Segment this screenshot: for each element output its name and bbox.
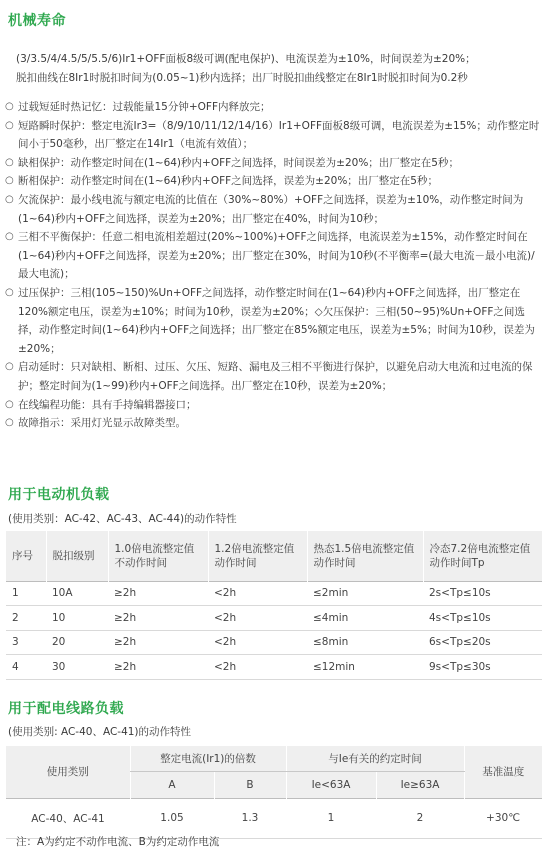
bullet-icon: ○	[5, 119, 14, 131]
feature-item: ○ 过压保护：三相(105~150)%Un+OFF之间选择，动作整定时间在(1~64)秒内+OFF之间选择，出厂整定在120%额定电压，误差为±10%；时间为10秒，误差为±20%；◇欠压保护：三相(50~95)%Un+OFF之间选择，动作整定时间(1~64)秒内+OFF之间选择；出厂整定在85%额定电压，误差为±5%；时间为10秒，误差为±20%；	[5, 284, 545, 358]
table-cell: 2	[376, 798, 464, 838]
table-cell: AC-40、AC-41	[6, 798, 130, 838]
bullet-icon: ○	[5, 193, 14, 205]
table-cell: 30	[52, 660, 66, 673]
table-cell: 4	[12, 660, 19, 673]
header-cell: 热态1.5倍电流整定值动作时间	[307, 531, 423, 581]
table-cell: 1	[286, 798, 376, 838]
bullet-icon: ○	[5, 175, 14, 187]
distribution-characteristics-table	[6, 746, 542, 839]
bullet-icon: ○	[5, 417, 14, 429]
table-cell: ≤2min	[313, 587, 349, 600]
feature-item: ○ 三相不平衡保护：任意二相电流相差超过(20%~100%)+OFF之间选择，电流误差为±15%，动作整定时间在(1~64)秒内+OFF之间选择，误差为±20%；出厂整定在30%，时间为10秒(不平衡率=(最大电流－最小电流)/最大电流)；	[5, 228, 545, 284]
feature-item: ○ 启动延时：只对缺相、断相、过压、欠压、短路、漏电及三相不平衡进行保护，以避免启动大电流和过电流的保护；整定时间为(1~99)秒内+OFF之间选择。出厂整定在10秒，误差为±20%；	[5, 358, 545, 395]
table-cell: 2	[12, 611, 19, 624]
bullet-icon: ○	[5, 286, 14, 298]
header-category: 使用类别	[46, 766, 89, 779]
bullet-icon: ○	[5, 101, 14, 112]
feature-item: ○ 过载短延时热记忆：过载能量15分钟+OFF内释放完；	[5, 98, 545, 117]
table-cell: +30℃	[464, 798, 542, 838]
section-title-motor-load: 用于电动机负载	[8, 487, 110, 503]
motor-characteristics-table	[6, 531, 543, 680]
header-cell: 序号	[6, 531, 46, 581]
table-header-row	[6, 746, 542, 771]
table-row	[6, 581, 542, 606]
table-row	[6, 630, 542, 655]
table-cell: 4s<Tp≤10s	[429, 611, 491, 624]
footnote: 注：A为约定不动作电流、B为约定动作电流	[16, 836, 220, 848]
feature-item: ○ 断相保护：动作整定时间在(1~64)秒内+OFF之间选择，误差为±20%；出厂整定在5秒；	[5, 172, 545, 191]
header-reference-temperature: 基准温度	[464, 746, 542, 798]
header-cell: 冷态7.2倍电流整定值动作时间Tp	[423, 531, 542, 581]
motor-table-caption: (使用类别：AC-42、AC-43、AC-44)的动作特性	[8, 513, 237, 525]
header-b: B	[214, 771, 286, 798]
table-cell: ≥2h	[114, 636, 137, 649]
table-row	[6, 798, 542, 838]
table-cell: <2h	[214, 611, 237, 624]
feature-item: ○ 故障指示：采用灯光显示故障类型。	[5, 414, 545, 433]
feature-item: ○ 缺相保护：动作整定时间在(1~64)秒内+OFF之间选择，时间误差为±20%；出厂整定在5秒；	[5, 154, 545, 173]
header-ie-lt-63a: Ie<63A	[286, 771, 376, 798]
table-cell: 1.05	[130, 798, 214, 838]
table-cell: <2h	[214, 636, 237, 649]
table-row	[6, 655, 542, 680]
table-cell: ≥2h	[114, 587, 137, 600]
bullet-icon: ○	[5, 231, 14, 243]
intro-line-1: (3/3.5/4/4.5/5/5.5/6)Ir1+OFF面板8级可调(配电保护)、电流误差为±10%，时间误差为±20%；	[16, 53, 476, 65]
table-cell: 2s<Tp≤10s	[429, 587, 491, 600]
table-cell: <2h	[214, 587, 237, 600]
feature-list	[5, 98, 545, 433]
table-cell: ≥2h	[114, 660, 137, 673]
feature-item: ○ 欠流保护：最小线电流与额定电流的比值在（30%~80%）+OFF之间选择，误差为±10%，动作整定时间为(1~64)秒内+OFF之间选择，误差为±20%；出厂整定在40%，时间为10秒；	[5, 191, 545, 228]
bullet-icon: ○	[5, 361, 14, 373]
feature-item: ○ 在线编程功能：具有手持编辑器接口；	[5, 396, 545, 415]
table-cell: ≤8min	[313, 636, 349, 649]
header-multiple: 整定电流(Ir1)的倍数	[130, 746, 286, 771]
table-cell: ≤12min	[313, 660, 355, 673]
bullet-icon: ○	[5, 398, 14, 410]
header-a: A	[130, 771, 214, 798]
table-row	[6, 606, 542, 631]
table-cell: 1	[12, 587, 19, 600]
bullet-icon: ○	[5, 156, 14, 168]
header-conventional-time: 与Ie有关的约定时间	[286, 746, 464, 771]
header-cell: 1.0倍电流整定值不动作时间	[108, 531, 208, 581]
table-cell: 20	[52, 636, 66, 649]
section-title-mechanical-life: 机械寿命	[8, 13, 66, 29]
header-cell: 脱扣级别	[46, 531, 108, 581]
distribution-table-caption: (使用类别: AC-40、AC-41)的动作特性	[8, 726, 192, 738]
table-cell: 6s<Tp≤20s	[429, 636, 491, 649]
section-title-distribution-load: 用于配电线路负载	[8, 701, 124, 717]
table-cell: 3	[12, 636, 19, 649]
table-cell: <2h	[214, 660, 237, 673]
table-cell: 1.3	[214, 798, 286, 838]
table-cell: 10A	[52, 587, 73, 600]
table-cell: ≤4min	[313, 611, 349, 624]
intro-line-2: 脱扣曲线在8Ir1时脱扣时间为(0.05~1)秒内选择；出厂时脱扣曲线整定在8Ir1时脱扣时间为0.2秒	[16, 72, 468, 84]
feature-item: ○ 短路瞬时保护：整定电流Ir3=（8/9/10/11/12/14/16）Ir1+OFF面板8级可调，电流误差为±15%；动作整定时间小于50毫秒，出厂整定在14Ir1（电流有效值）；	[5, 117, 545, 154]
header-cell: 1.2倍电流整定值动作时间	[208, 531, 307, 581]
header-ie-ge-63a: Ie≥63A	[376, 771, 464, 798]
table-header-row	[6, 531, 542, 581]
table-cell: 9s<Tp≤30s	[429, 660, 491, 673]
intro-paragraph	[16, 50, 542, 88]
table-cell: ≥2h	[114, 611, 137, 624]
table-cell: 10	[52, 611, 66, 624]
